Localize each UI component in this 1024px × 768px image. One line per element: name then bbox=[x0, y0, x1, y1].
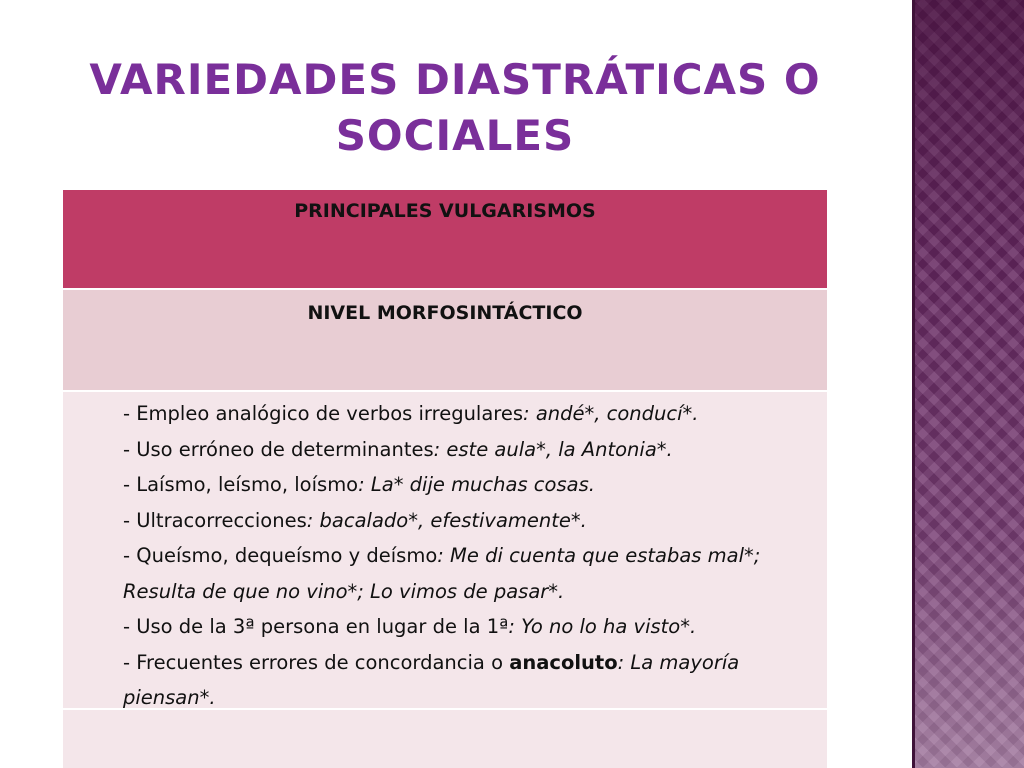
table-header-row bbox=[63, 190, 827, 290]
table-body-row bbox=[63, 392, 827, 710]
item-text: - Frecuentes errores de concordancia o bbox=[123, 650, 510, 674]
item-example: : La* dije muchas cosas. bbox=[358, 473, 595, 496]
item-example: : Me di cuenta que estabas mal*; bbox=[437, 544, 761, 567]
list-item-continuation bbox=[123, 574, 813, 610]
item-text: - Ultracorrecciones bbox=[123, 508, 307, 532]
slide-title: VARIEDADES DIASTRÁTICAS O SOCIALES bbox=[89, 55, 821, 160]
item-example: : La mayoría bbox=[617, 650, 740, 674]
list-item bbox=[123, 503, 813, 539]
item-text: - Queísmo, dequeísmo y deísmo bbox=[123, 544, 438, 567]
list-item bbox=[123, 467, 813, 503]
table-empty-row bbox=[63, 710, 827, 768]
table-subheader-row bbox=[63, 290, 827, 392]
list-item bbox=[123, 432, 813, 468]
list-item bbox=[123, 609, 813, 645]
list-item bbox=[123, 538, 813, 574]
item-text: - Uso erróneo de determinantes bbox=[123, 437, 434, 461]
vulgarisms-list bbox=[123, 396, 813, 716]
table-subheader: NIVEL MORFOSINTÁCTICO bbox=[307, 302, 583, 324]
item-example: : este aula*, la Antonia*. bbox=[433, 437, 673, 461]
decorative-side-band bbox=[912, 0, 1024, 768]
vulgarisms-table bbox=[62, 190, 827, 768]
item-example: : andé*, conducí*. bbox=[523, 402, 699, 425]
side-band-edge bbox=[912, 0, 915, 768]
item-example: : Yo no lo ha visto*. bbox=[508, 615, 697, 638]
list-item bbox=[123, 645, 813, 681]
item-text: - Empleo analógico de verbos irregulares bbox=[123, 402, 524, 425]
item-text: - Laísmo, leísmo, loísmo bbox=[123, 473, 359, 496]
item-term: anacoluto bbox=[509, 650, 618, 674]
item-example: Resulta de que no vino*; Lo vimos de pasar*. bbox=[123, 579, 565, 603]
list-item bbox=[123, 396, 813, 432]
item-example: piensan*. bbox=[123, 686, 216, 709]
item-example: : bacalado*, efestivamente*. bbox=[306, 508, 587, 532]
item-text: - Uso de la 3ª persona en lugar de la 1ª bbox=[123, 615, 509, 638]
table-header: PRINCIPALES VULGARISMOS bbox=[294, 200, 596, 222]
